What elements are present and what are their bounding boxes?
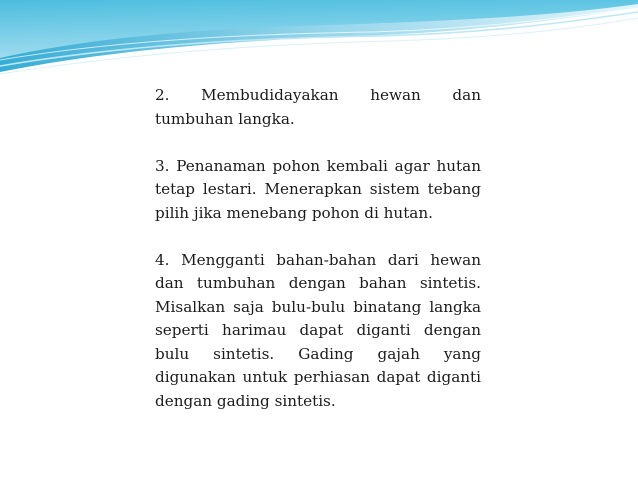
body-text-block <box>155 84 481 413</box>
paragraph-point-4: 4. Mengganti bahan-bahan dari hewan dan tumbuhan dengan bahan sintetis. Misalkan saja bulu-bulu binatang langka seperti harimau dapat diganti dengan bulu sintetis. Gading gajah yang digunakan untuk perhiasan dapat diganti dengan gading sintetis. <box>155 250 481 410</box>
paragraph-point-2: 2. Membudidayakan hewan dan tumbuhan langka. <box>155 86 481 128</box>
paragraph-point-3: 3. Penanaman pohon kembali agar hutan tetap lestari. Menerapkan sistem tebang pilih jika menebang pohon di hutan. <box>155 156 481 222</box>
wave-banner-decoration <box>0 0 638 80</box>
